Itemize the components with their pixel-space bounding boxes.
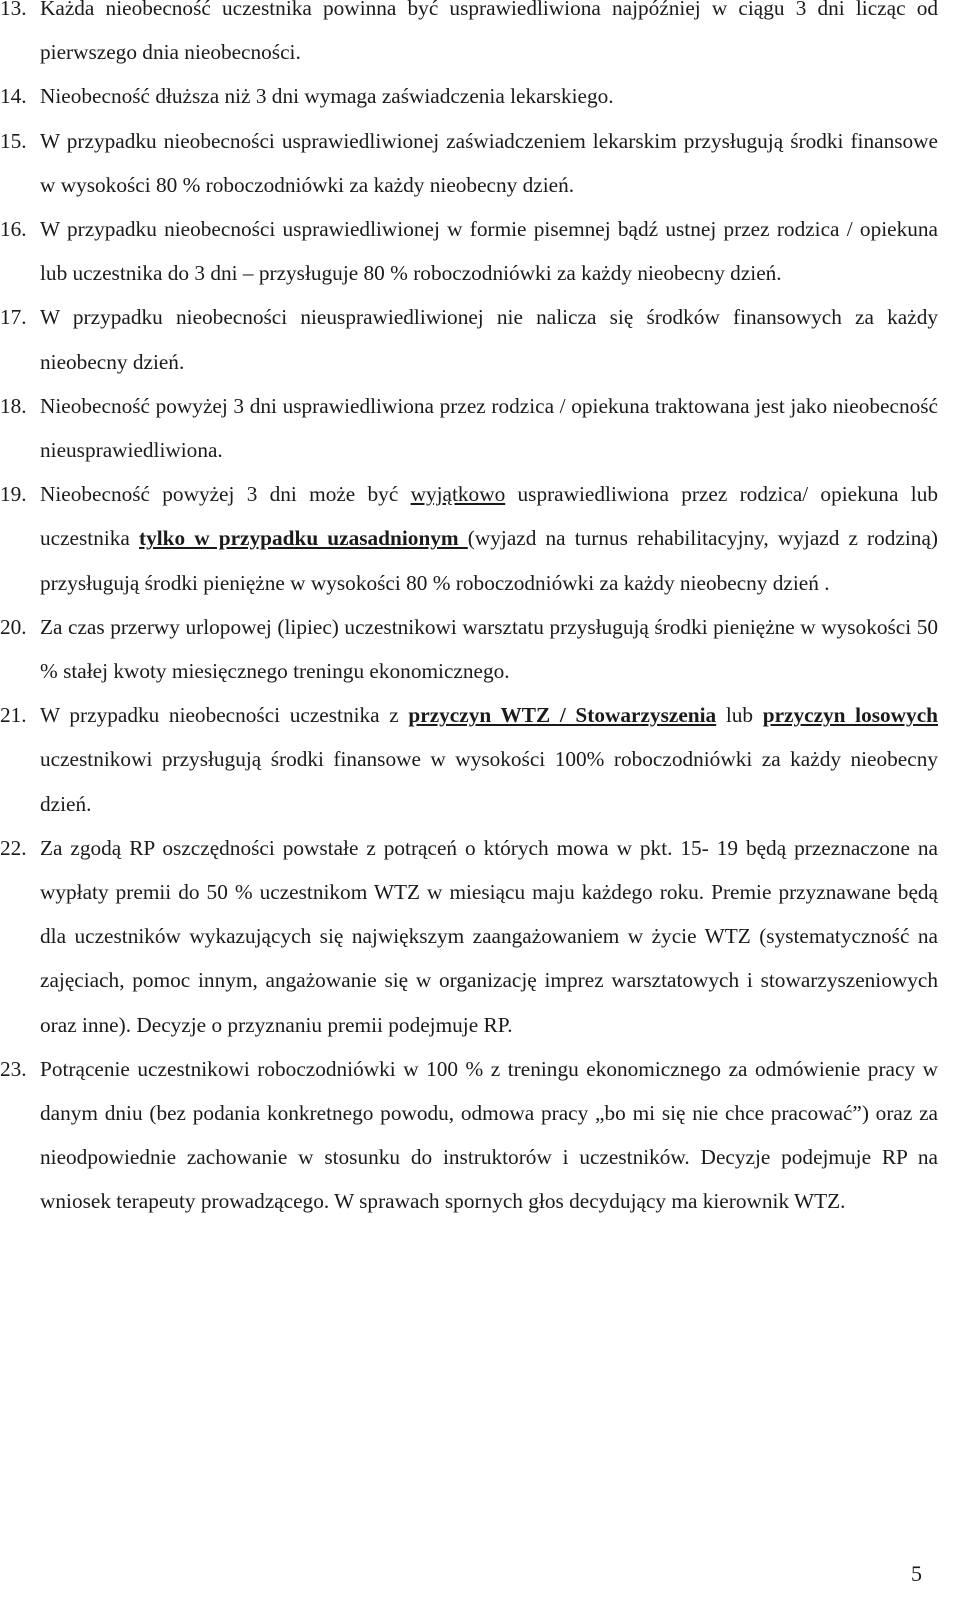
page-number: 5: [911, 1561, 922, 1586]
item-text: Za zgodą RP oszczędności powstałe z potrąceń o których mowa w pkt. 15- 19 będą przeznaczone na wypłaty premii do 50 % uczestnikom WTZ w miesiącu maju każdego roku. Premie przyznawane będą dla uczestników wykazujących się największym zaangażowaniem w życie WTZ (systematyczność na zajęciach, pomoc innym, angażowanie się w organizację imprez warsztatowych i stowarzyszeniowych oraz inne). Decyzje o przyznaniu premii podejmuje RP.: [40, 835, 938, 1037]
item-number: 23.: [0, 1056, 27, 1081]
item-text: Nieobecność dłuższa niż 3 dni wymaga zaświadczenia lekarskiego.: [40, 84, 614, 109]
list-item-20: [0, 605, 960, 693]
item-number: 13.: [0, 0, 27, 20]
item-number: 19.: [0, 482, 27, 507]
item-number: 15.: [0, 128, 27, 153]
item-number: 21.: [0, 703, 27, 728]
item-text-part: W przypadku nieobecności uczestnika z: [40, 703, 409, 728]
item-number: 22.: [0, 835, 27, 860]
item-text-part: (wyjazd na turnus rehabilitacyjny, wyjazd z rodziną) przysługują środki pieniężne w wysokości 80 % roboczodniówki za każdy nieobecny dzień .: [40, 526, 939, 595]
bold-underlined-text: tylko w przypadku uzasadnionym: [139, 526, 468, 551]
list-item-19: [0, 472, 960, 605]
list-item-21: [0, 693, 960, 826]
list-item-15: [0, 119, 960, 207]
list-item-14: [0, 74, 960, 118]
list-item-18: [0, 384, 960, 472]
item-text: W przypadku nieobecności usprawiedliwionej zaświadczeniem lekarskim przysługują środki finansowe w wysokości 80 % roboczodniówki za każdy nieobecny dzień.: [40, 128, 938, 197]
underlined-text: wyjątkowo: [410, 482, 506, 507]
item-text: Każda nieobecność uczestnika powinna być usprawiedliwiona najpóźniej w ciągu 3 dni licząc od pierwszego dnia nieobecności.: [40, 0, 938, 65]
list-item-17: [0, 295, 960, 383]
item-number: 14.: [0, 84, 27, 109]
item-number: 17.: [0, 305, 27, 330]
item-text-part: Nieobecność powyżej 3 dni może być: [40, 482, 411, 507]
item-text-part: uczestnikowi przysługują środki finansowe w wysokości 100% roboczodniówki za każdy nieobecny dzień.: [40, 747, 938, 816]
list-item-13: [0, 0, 960, 74]
item-text-part: lub: [716, 703, 763, 728]
item-text: Potrącenie uczestnikowi roboczodniówki w 100 % z treningu ekonomicznego za odmówienie pracy w danym dniu (bez podania konkretnego powodu, odmowa pracy „bo mi się nie chce pracować”) oraz za nieodpowiednie zachowanie w stosunku do instruktorów i uczestników. Decyzje podejmuje RP na wniosek terapeuty prowadzącego. W sprawach spornych głos decydujący ma kierownik WTZ.: [40, 1056, 938, 1214]
item-text: Nieobecność powyżej 3 dni usprawiedliwiona przez rodzica / opiekuna traktowana jest jako nieobecność nieusprawiedliwiona.: [40, 393, 938, 463]
list-item-22: [0, 826, 960, 1047]
list-item-23: [0, 1047, 960, 1224]
item-number: 18.: [0, 393, 27, 418]
item-number: 20.: [0, 614, 27, 639]
item-text-part: usprawiedliwiona przez rodzica/ opiekuna lub uczestnika: [40, 482, 938, 551]
item-text: W przypadku nieobecności nieusprawiedliwionej nie nalicza się środków finansowych za każdy nieobecny dzień.: [40, 305, 938, 374]
bold-underlined-text: przyczyn WTZ / Stowarzyszenia: [408, 703, 717, 728]
list-item-16: [0, 207, 960, 295]
bold-underlined-text: przyczyn losowych: [762, 703, 938, 728]
item-number: 16.: [0, 217, 27, 242]
item-text: Za czas przerwy urlopowej (lipiec) uczestnikowi warsztatu przysługują środki pieniężne w wysokości 50 % stałej kwoty miesięcznego treningu ekonomicznego.: [40, 614, 938, 684]
item-text: W przypadku nieobecności usprawiedliwionej w formie pisemnej bądź ustnej przez rodzica / opiekuna lub uczestnika do 3 dni – przysługuje 80 % roboczodniówki za każdy nieobecny dzień.: [40, 217, 938, 286]
